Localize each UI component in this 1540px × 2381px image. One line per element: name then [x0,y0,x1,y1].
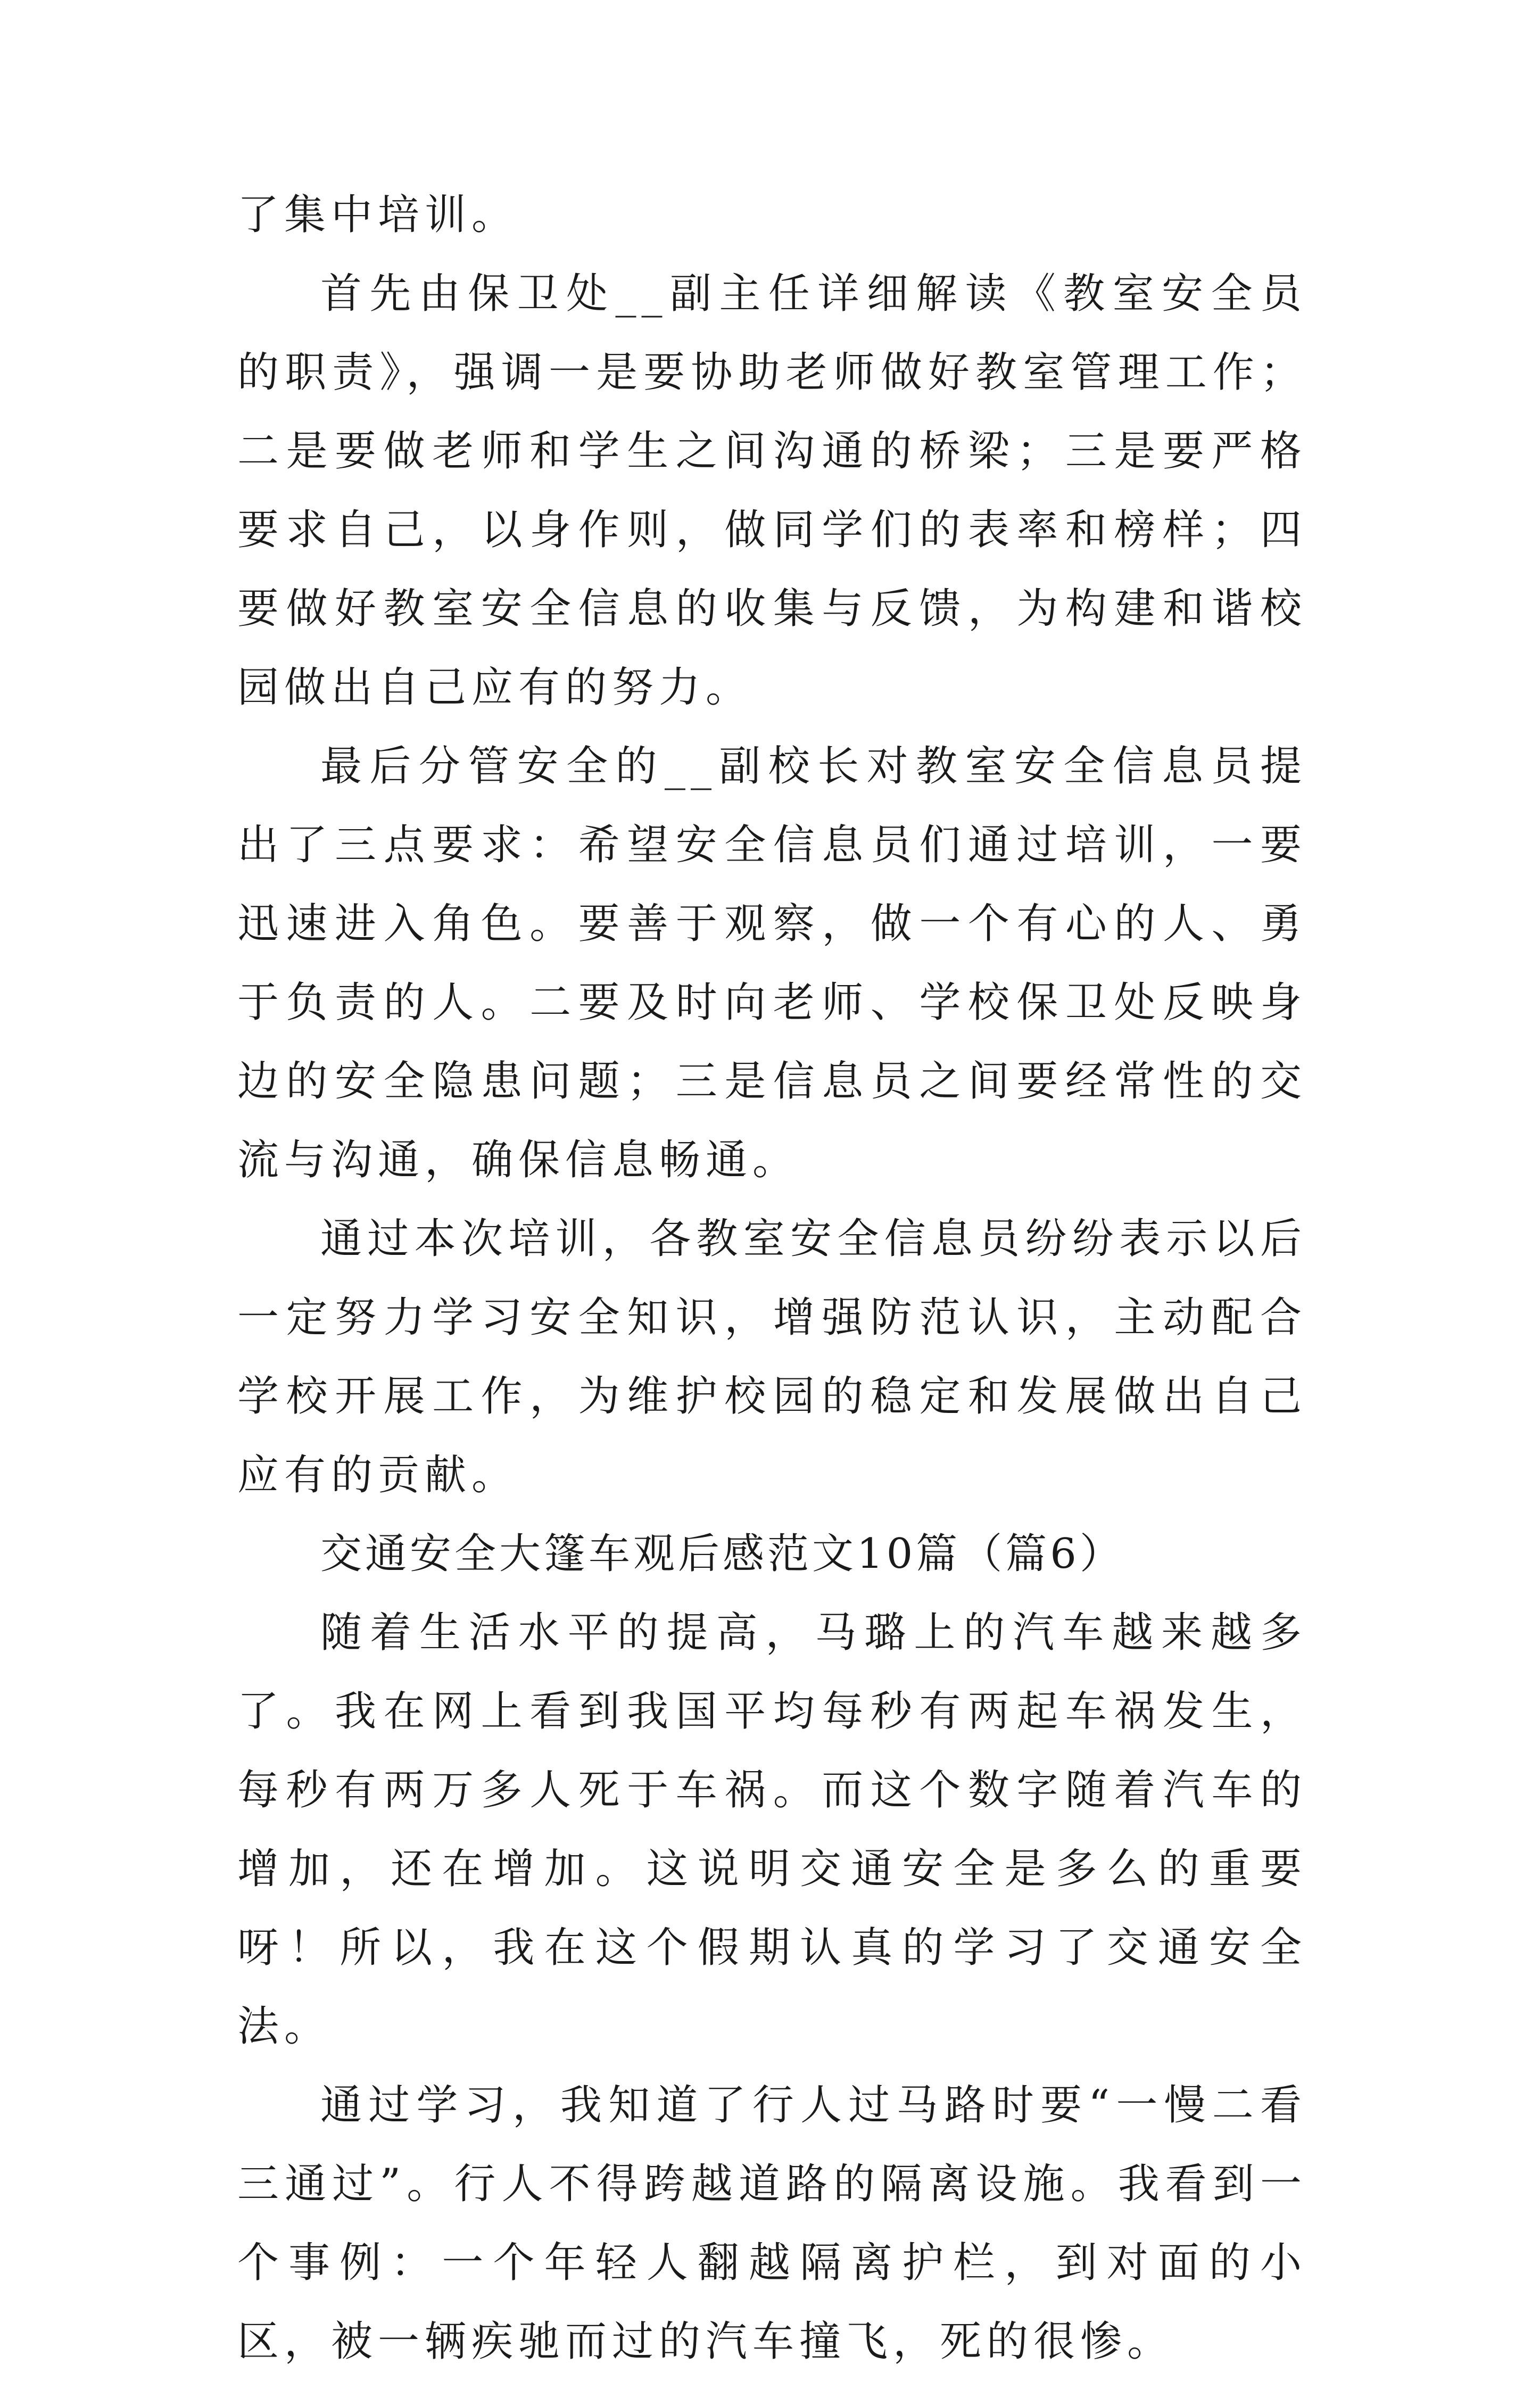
paragraph-vice-principal: 最后分管安全的__副校长对教室安全信息员提出了三点要求：希望安全信息员们通过培训，一要迅速进入角色。要善于观察，做一个有心的人、勇于负责的人。二要及时向老师、学校保卫处反映身边的安全隐患问题；三是信息员之间要经常性的交流与沟通，确保信息畅通。 [237,742,1307,1184]
paragraph-training-result: 通过本次培训，各教室安全信息员纷纷表示以后一定努力学习安全知识，增强防范认识，主动配合学校开展工作，为维护校园的稳定和发展做出自己应有的贡献。 [237,1215,1307,1499]
paragraph-continuation: 了集中培训。 [237,191,519,239]
document-body [237,176,1307,2381]
paragraph-security-director: 首先由保卫处__副主任详细解读《教室安全员的职责》，强调一是要协助老师做好教室管理工作；二是要做老师和学生之间沟通的桥梁；三是要严格要求自己，以身作则，做同学们的表率和榜样；四要做好教室安全信息的收集与反馈，为构建和谐校园做出自己应有的努力。 [237,270,1307,712]
paragraph-traffic-intro: 随着生活水平的提高，马璐上的汽车越来越多了。我在网上看到我国平均每秒有两起车祸发生，每秒有两万多人死于车祸。而这个数字随着汽车的增加，还在增加。这说明交通安全是多么的重要呀！所以，我在这个假期认真的学习了交通安全法。 [237,1609,1307,2051]
paragraph-traffic-lesson: 通过学习，我知道了行人过马路时要“一慢二看三通过”。行人不得跨越道路的隔离设施。我看到一个事例：一个年轻人翻越隔离护栏，到对面的小区，被一辆疾驰而过的汽车撞飞，死的很惨。 [237,2081,1307,2366]
section-heading: 交通安全大篷车观后感范文10篇（篇6） [320,1530,1124,1578]
